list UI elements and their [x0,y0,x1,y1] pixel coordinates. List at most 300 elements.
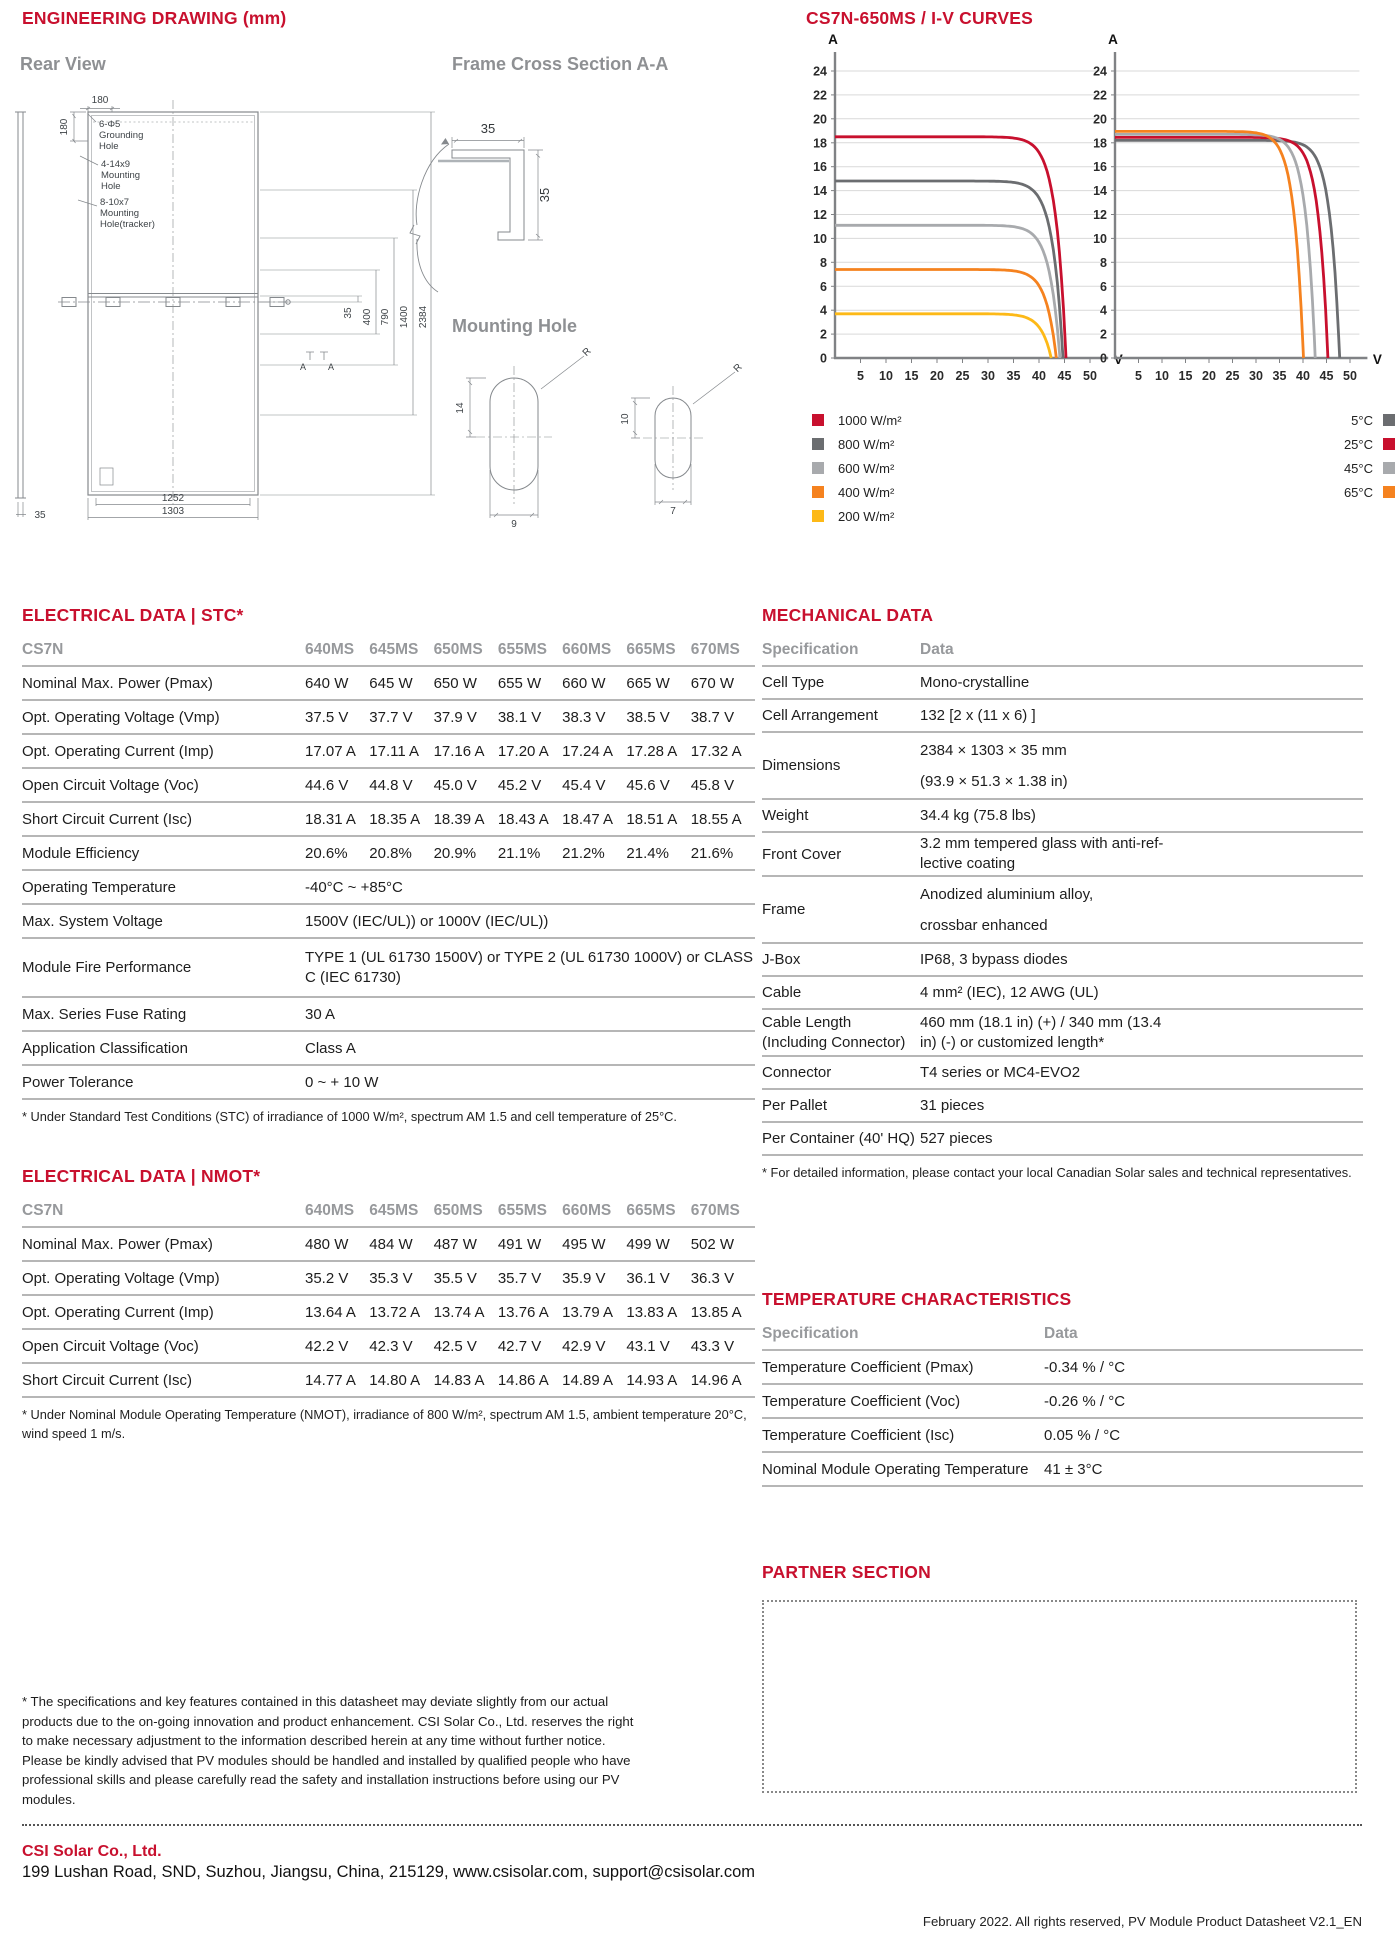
iv-curves-chart [788,28,1400,390]
cell: 645 W [369,674,413,692]
y-tick-label: 16 [813,160,827,175]
dim-label: 14 [455,402,466,414]
tracker-hole-label: Hole(tracker) [100,219,155,230]
grounding-hole-label: Hole [99,141,119,152]
y-tick-label: 24 [813,64,827,79]
x-tick-label: 40 [1296,369,1310,383]
table-row [22,1226,755,1260]
cell-line: 3.2 mm tempered glass with anti-ref- [920,835,1164,852]
row-label: Cell Type [762,674,825,691]
table-row [762,1008,1363,1055]
frame-cross-section-title: Frame Cross Section A-A [452,54,669,74]
y-tick-label: 12 [1093,208,1107,222]
row-label: Connector [762,1064,832,1081]
stc-model: 665MS [626,640,676,658]
stc-model: 640MS [305,640,355,658]
dim-35-top-lines [452,137,524,148]
cell: 42.3 V [369,1337,413,1355]
row-label: Weight [762,807,809,824]
cell: 38.3 V [562,708,606,726]
partner-section-heading: PARTNER SECTION [762,1562,931,1582]
cell: 35.2 V [305,1269,349,1287]
y-tick-label: 6 [1100,279,1107,294]
legend-item [812,456,902,480]
cell: 665 W [626,674,670,692]
iv-chart-1 [813,32,1123,383]
cell: 20.6% [305,844,348,862]
cell: 13.72 A [369,1303,421,1321]
x-tick-label: 10 [1155,369,1169,383]
row-label: Dimensions [762,757,841,774]
cell: 18.31 A [305,810,356,828]
section-view-arrow [410,144,449,292]
dim-180-top-lines [80,106,120,112]
cell: 640 W [305,674,349,692]
row-label: Cable [762,984,802,1001]
cell: 17.20 A [497,742,549,760]
row-label: Front Cover [762,845,842,863]
dim-14-lines [466,378,486,437]
table-row [22,1030,755,1064]
table-row [762,1088,1363,1121]
legend-swatch-icon [812,438,824,450]
x-axis-label: V [1113,352,1123,367]
row-label: Operating Temperature [22,878,176,896]
mechanical-section [762,605,1363,1183]
x-tick-label: 40 [1032,369,1046,383]
cell: 31 pieces [920,1097,985,1114]
iv-curve-600Wm [835,225,1060,358]
stc-section [22,605,755,1127]
grounding-hole-label: 6-Φ5 [99,119,121,130]
legend-item [812,504,902,528]
cell: 44.6 V [305,776,349,794]
x-tick-label: 5 [857,369,864,383]
cell: 13.74 A [433,1303,485,1321]
row-label: Max. System Voltage [22,912,163,930]
row-label: Cell Arrangement [762,707,878,724]
y-tick-label: 22 [1093,88,1107,103]
leader-grounding [88,114,96,122]
cell: 42.2 V [305,1337,349,1355]
cell: 38.5 V [626,708,670,726]
cell: 14.83 A [433,1371,485,1389]
cell: 36.3 V [690,1269,735,1287]
cell: 35.5 V [433,1269,477,1287]
table-row [22,869,755,903]
radius-label: R [731,361,745,375]
cell: 17.28 A [626,742,678,760]
stc-header-row [22,634,755,665]
y-axis-label: A [1108,32,1118,47]
cell: 30 A [305,1005,336,1023]
cell-line: crossbar enhanced [920,916,1048,934]
y-tick-label: 8 [1100,255,1107,270]
cell-line: (93.9 × 51.3 × 1.38 in) [920,772,1068,790]
table-row [762,1417,1363,1451]
legend-swatch-icon [1383,486,1395,498]
mounting-hole-title: Mounting Hole [452,316,577,336]
y-tick-label: 0 [1100,351,1107,366]
cell: 21.1% [497,844,541,862]
cell: 13.83 A [626,1303,678,1321]
legend-item [1195,480,1395,504]
table-row [22,1260,755,1294]
cell: 491 W [497,1235,542,1253]
y-axis-label: A [828,32,838,47]
cell: 36.1 V [626,1269,670,1287]
cell: 17.11 A [369,742,420,760]
table-row [762,698,1363,731]
cell: 17.07 A [305,742,356,760]
nmot-header-row [22,1195,755,1226]
table-row [762,975,1363,1008]
footer-divider [22,1824,1362,1826]
x-tick-label: 10 [879,369,893,383]
row-label: Module Fire Performance [22,959,192,976]
col-header: Specification [762,640,859,658]
nmot-model: 650MS [433,1201,483,1219]
table-row [22,996,755,1030]
cell: 1500V (IEC/UL)) or 1000V (IEC/UL)) [305,912,549,930]
section-mark-a: A [299,362,307,372]
cell: 37.9 V [433,708,477,726]
cell: 41 ± 3°C [1044,1460,1103,1478]
legend-item [1195,432,1395,456]
label-line: Cable Length [762,1013,852,1031]
row-label: Temperature Coefficient (Voc) [762,1392,961,1410]
cell: 17.32 A [690,742,742,760]
table-row [762,1121,1363,1154]
dim-label: 180 [91,95,109,106]
dim-label: 10 [620,413,631,425]
y-tick-label: 10 [813,231,827,246]
cell: 45.4 V [562,776,606,794]
legend-swatch-icon [812,414,824,426]
x-tick-label: 25 [955,369,970,383]
cell: -0.34 % / °C [1044,1358,1126,1376]
legend-label: 800 W/m² [838,436,895,452]
label-line: (Including Connector) [762,1033,906,1051]
dim-bottom-lines [16,498,258,520]
cell: 14.80 A [369,1371,421,1389]
cell: 4 mm² (IEC), 12 AWG (UL) [920,984,1099,1001]
section-mark-a: A [327,362,335,372]
cell: 13.76 A [497,1303,549,1321]
table-row [762,1451,1363,1485]
cell-line: lective coating [920,855,1016,872]
row-label: Open Circuit Voltage (Voc) [22,776,199,794]
cell: 18.55 A [690,810,742,828]
x-tick-label: 45 [1057,369,1072,383]
cell-line: Anodized aluminium alloy, [920,885,1094,903]
table-row [22,1294,755,1328]
cell-line: 460 mm (18.1 in) (+) / 340 mm (13.4 [920,1013,1162,1031]
engineering-drawing-heading: ENGINEERING DRAWING (mm) [22,8,287,28]
stc-model: 655MS [497,640,547,658]
table-row [22,1328,755,1362]
rear-view-dimension-labels [34,95,429,521]
temperature-legend [1195,408,1395,504]
y-tick-label: 4 [1100,303,1107,318]
dim-label: 180 [59,118,70,136]
iv-curves-heading: CS7N-650MS / I-V CURVES [806,8,1033,28]
mounting-hole-label: Hole [101,181,121,192]
cell: 42.5 V [433,1337,477,1355]
table-row [762,731,1363,798]
cell: 45.2 V [497,776,542,794]
legend-label: 25°C [1343,436,1373,452]
cell: 502 W [690,1235,735,1253]
cell: 20.8% [369,844,412,862]
table-row [22,1362,755,1396]
row-label: Short Circuit Current (Isc) [22,810,193,828]
x-tick-label: 25 [1225,369,1240,383]
cell: 17.16 A [433,742,485,760]
row-label: Nominal Max. Power (Pmax) [22,1235,213,1253]
row-label: Power Tolerance [22,1073,134,1091]
dim-label: 35 [343,307,354,319]
cell: 38.7 V [690,708,735,726]
dim-label: 1303 [161,506,185,517]
row-label: J-Box [762,951,801,968]
partner-box [762,1600,1357,1793]
cell [920,735,1363,797]
cell: 499 W [626,1235,670,1253]
cell: 43.3 V [690,1337,735,1355]
mounting-hole-label: 4-14x9 [101,159,131,170]
stc-footnote: * Under Standard Test Conditions (STC) of irradiance of 1000 W/m², spectrum AM 1.5 and cell temperature of 25°C. [22,1109,677,1124]
table-row [762,798,1363,831]
col-header: Data [920,640,954,658]
mechanical-heading: MECHANICAL DATA [762,605,934,625]
grounding-hole-label: Grounding [99,130,144,141]
y-tick-label: 0 [820,351,827,366]
x-tick-label: 20 [930,369,944,383]
dim-label: 400 [362,308,373,326]
stc-model: 650MS [433,640,483,658]
tracker-hole-label: 8-10x7 [100,197,130,208]
iv-curve-5C [1115,140,1340,358]
y-tick-label: 10 [1093,231,1107,246]
cell: 35.3 V [369,1269,413,1287]
y-tick-label: 12 [813,208,827,222]
cell: -0.26 % / °C [1044,1392,1126,1410]
x-tick-label: 50 [1343,369,1357,383]
x-tick-label: 15 [904,369,919,383]
cell: 45.0 V [433,776,477,794]
cell: 34.4 kg (75.8 lbs) [920,807,1036,824]
mechanical-table [762,634,1363,1156]
y-tick-label: 2 [820,327,827,342]
dim-label: 9 [511,519,517,530]
row-label: Short Circuit Current (Isc) [22,1371,193,1389]
dim-180-left-lines [70,112,88,143]
x-tick-label: 15 [1178,369,1193,383]
col-header: Data [1044,1324,1078,1342]
cell: Mono-crystalline [920,674,1030,691]
cell: 0.05 % / °C [1044,1426,1121,1444]
row-label: Max. Series Fuse Rating [22,1005,187,1023]
nmot-model: 660MS [562,1201,612,1219]
table-row [762,875,1363,942]
nmot-footnote: * Under Nominal Module Operating Temperature (NMOT), irradiance of 800 W/m², spectrum AM 1.5, ambient temperature 20°C, wind speed 1 m/s. [22,1407,747,1441]
iv-curve-200Wm [835,314,1051,358]
cell: 650 W [433,674,477,692]
row-label: Frame [762,901,806,918]
stc-corner: CS7N [22,640,64,658]
legend-item [1195,456,1395,480]
cell-line: in) (-) or customized length* [920,1033,1105,1051]
nmot-heading: ELECTRICAL DATA | NMOT* [22,1166,261,1186]
cell: 35.9 V [562,1269,606,1287]
temperature-table [762,1318,1363,1487]
legend-item [812,480,902,504]
col-header: Specification [762,1324,859,1342]
legend-label: 65°C [1343,484,1373,500]
y-tick-label: 18 [1093,136,1107,151]
cell-line: 2384 × 1303 × 35 mm [920,741,1067,759]
legend-swatch-icon [1383,462,1395,474]
legend-label: 45°C [1343,460,1373,476]
table-row [762,831,1363,875]
cell: 660 W [562,674,606,692]
frame-cross-section-drawing [410,137,543,292]
legend-swatch-icon [1383,438,1395,450]
cell: 21.2% [562,844,605,862]
cell: 18.35 A [369,810,421,828]
leader-mounting [80,156,98,165]
row-label: Open Circuit Voltage (Voc) [22,1337,199,1355]
company-name: CSI Solar Co., Ltd. [22,1843,162,1860]
cell: 21.6% [690,844,734,862]
temperature-heading: TEMPERATURE CHARACTERISTICS [762,1289,1072,1309]
row-label: Opt. Operating Current (Imp) [22,1303,214,1321]
x-tick-label: 30 [981,369,995,383]
y-tick-label: 4 [820,303,827,318]
table-row [22,903,755,937]
iv-curve-65C [1115,131,1304,358]
cell: 45.8 V [690,776,735,794]
row-label: Temperature Coefficient (Pmax) [762,1358,974,1376]
y-tick-label: 14 [813,184,827,199]
dim-chain-lines [358,112,431,495]
table-row [22,835,755,869]
cell: 0 ~ + 10 W [305,1073,379,1091]
legend-label: 600 W/m² [838,460,895,476]
y-tick-label: 20 [813,112,827,127]
cell: 18.43 A [497,810,549,828]
row-label: Per Pallet [762,1097,828,1114]
table-row [762,1349,1363,1383]
table-row [22,733,755,767]
cell [920,834,1363,874]
cell: 132 [2 x (11 x 6) ] [920,707,1036,724]
cell: 14.93 A [626,1371,678,1389]
y-tick-label: 20 [1093,112,1107,127]
cell: 13.85 A [690,1303,742,1321]
row-label: Opt. Operating Voltage (Vmp) [22,1269,220,1287]
table-row [22,767,755,801]
row-label: Nominal Max. Power (Pmax) [22,674,213,692]
dim-label: 7 [670,506,676,517]
label-box [100,468,113,485]
cell: 18.39 A [433,810,485,828]
cell: 42.7 V [497,1337,542,1355]
cell: 43.1 V [626,1337,670,1355]
dim-label: 35 [34,510,46,521]
y-tick-label: 16 [1093,160,1107,175]
dim-label: 1400 [399,305,410,329]
cell: 17.24 A [562,742,614,760]
nmot-table [22,1195,755,1398]
cell: 487 W [433,1235,477,1253]
cell: 44.8 V [369,776,413,794]
y-tick-label: 14 [1093,184,1107,199]
table-row [22,699,755,733]
dim-10-lines [631,398,650,438]
row-label: Opt. Operating Voltage (Vmp) [22,708,220,726]
cell: IP68, 3 bypass diodes [920,951,1068,968]
iv-chart-2 [1093,32,1382,383]
legend-swatch-icon [1383,414,1395,426]
mechanical-footnote: * For detailed information, please contact your local Canadian Solar sales and technical representatives. [762,1165,1352,1180]
cell: 20.9% [433,844,477,862]
cell: 655 W [497,674,542,692]
x-tick-label: 35 [1272,369,1287,383]
company-address: 199 Lushan Road, SND, Suzhou, Jiangsu, China, 215129, www.csisolar.com, support@csisolar.com [22,1863,756,1881]
rear-view-title: Rear View [20,54,106,74]
table-row [762,1055,1363,1088]
stc-table [22,634,755,1100]
stc-model: 645MS [369,640,419,658]
table-row [762,1383,1363,1417]
row-label [762,1013,920,1053]
legend-label: 1000 W/m² [838,412,902,428]
y-tick-label: 2 [1100,327,1107,342]
disclaimer-text: * The specifications and key features contained in this datasheet may deviate slightly from our actual products due to the on-going innovation and product enhancement. CSI Solar Co., Ltd. reserves the right to make necessary adjustment to the information described herein at any time without further notice. Please be kindly advised that PV modules should be handled and installed by qualified people who have professional skills and please carefully read the safety and installation instructions before using our PV modules. [22,1694,634,1807]
cell: 14.77 A [305,1371,356,1389]
module-side-profile [15,112,26,498]
stc-heading: ELECTRICAL DATA | STC* [22,605,244,625]
cell: 13.79 A [562,1303,614,1321]
legend-swatch-icon [812,462,824,474]
x-tick-label: 20 [1202,369,1216,383]
cell: 670 W [690,674,735,692]
row-label: Opt. Operating Current (Imp) [22,742,214,760]
cell: 14.86 A [497,1371,549,1389]
x-tick-label: 30 [1249,369,1263,383]
cell: 480 W [305,1235,349,1253]
cell: TYPE 1 (UL 61730 1500V) or TYPE 2 (UL 61730 1000V) or CLASS C (IEC 61730) [305,948,754,986]
cell: 35.7 V [497,1269,542,1287]
radius-leader [541,356,584,389]
row-label: Module Efficiency [22,844,140,862]
cell: 495 W [562,1235,606,1253]
mounting-hole-drawing [466,356,735,518]
cell: 37.7 V [369,708,413,726]
tracker-hole-label: Mounting [100,208,140,219]
cell: T4 series or MC4-EVO2 [920,1064,1081,1081]
iv-curve-1000Wm [835,137,1066,358]
cell: 18.47 A [562,810,614,828]
x-axis-label: V [1372,352,1382,367]
legend-item [1195,408,1395,432]
table-row [22,1064,755,1098]
nmot-model: 645MS [369,1201,419,1219]
cell: 527 pieces [920,1130,993,1147]
table-row [762,665,1363,698]
